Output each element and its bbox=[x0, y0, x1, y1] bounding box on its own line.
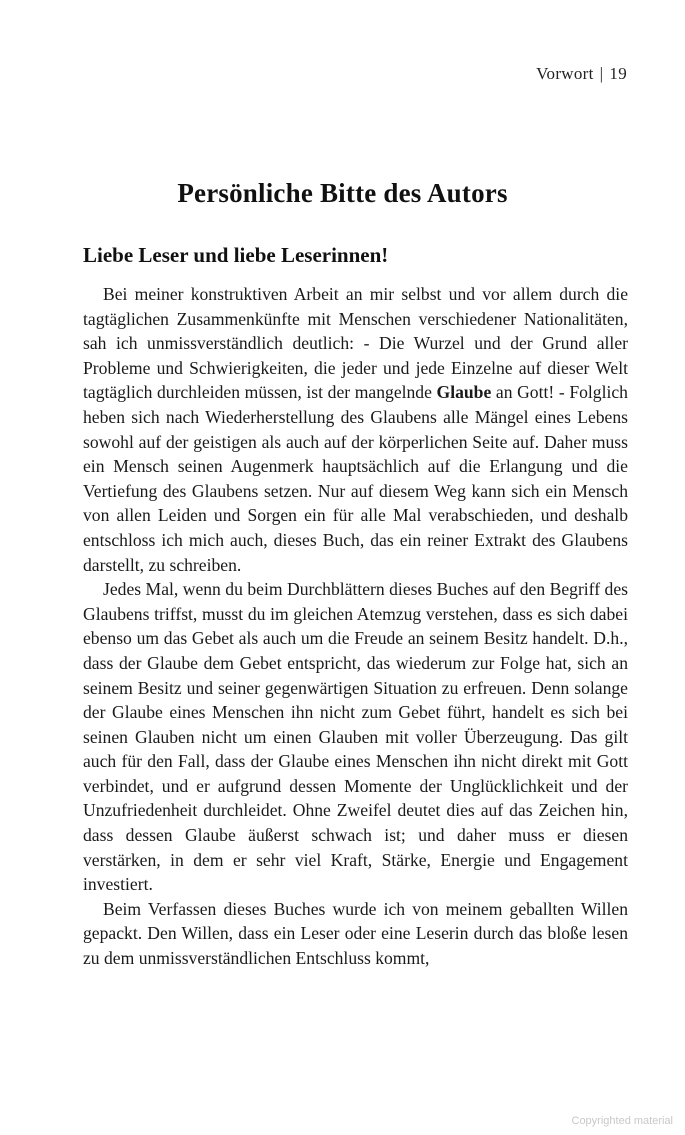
paragraph-3: Beim Verfassen dieses Buches wurde ich von meinem geballten Willen gepackt. Den Willen, dass ein Leser oder eine Leserin durch das bloße lesen zu dem unmissverständlichen Entschluss kommt, bbox=[83, 898, 628, 969]
paragraph-1-part-b: an Gott! - Folglich heben sich nach Wiederherstellung des Glaubens alle Mängel eines Lebens sowohl auf der geistigen als auch auf der körperlichen Seite auf. Daher muss ein Mensch seinen Augenmerk hauptsächlich auf die Erlangung und die Vertiefung des Glaubens setzen. Nur auf diesem Weg kann sich ein Mensch von allen Leiden und Sorgen ein für alle Mal verabschieden, und deshalb entschloss ich mich auch, dieses Buch, das ein reiner Extrakt des Glaubens darstellt, zu schreiben. bbox=[83, 382, 628, 575]
paragraph-1-bold-term: Glaube bbox=[436, 382, 492, 403]
copyright-watermark: Copyrighted material bbox=[571, 1115, 673, 1127]
page-number: 19 bbox=[609, 64, 627, 83]
body-text bbox=[83, 282, 628, 971]
paragraph-2: Jedes Mal, wenn du beim Durchblättern dieses Buches auf den Begriff des Glaubens triffst, musst du im gleichen Atemzug verstehen, dass es sich dabei ebenso um das Gebet als auch um die Freude an seinem Besitz handelt. D.h., dass der Glaube dem Gebet entspricht, das wiederum zur Folge hat, sich an seinem Besitz und seiner gegenwärtigen Situation zu erfreuen. Denn solange der Glaube eines Menschen ihn nicht zum Gebet führt, handelt es sich bei seinen Glauben nicht um einen Glauben mit voller Überzeugung. Das gilt auch für den Fall, dass der Glaube eines Menschen ihn nicht direkt mit Gott verbindet, und er aufgrund dessen Momente der Unglücklichkeit und der Unzufriedenheit durchleidet. Ohne Zweifel deutet dies auf das Zeichen hin, dass dessen Glaube äußerst schwach ist; und daher muss er diesen verstärken, in dem er sehr viel Kraft, Stärke, Energie und Engagement investiert. bbox=[83, 579, 628, 895]
running-header bbox=[536, 64, 627, 84]
salutation-heading: Liebe Leser und liebe Leserinnen! bbox=[83, 243, 389, 267]
header-section: Vorwort bbox=[536, 64, 594, 83]
paragraph-1-part-a: Bei meiner konstruktiven Arbeit an mir selbst und vor allem durch die tagtäglichen Zusammenkünfte mit Menschen verschiedener Nationalitäten, sah ich unmissverständlich deutlich: - Die Wurzel und der Grund aller Probleme und Schwierigkeiten, die jeder und jede Einzelne auf dieser Welt tagtäglich durchleiden müssen, ist der mangelnde bbox=[83, 284, 628, 403]
header-separator: | bbox=[599, 64, 604, 83]
page-title: Persönliche Bitte des Autors bbox=[177, 178, 508, 208]
paragraph-1 bbox=[83, 282, 628, 577]
